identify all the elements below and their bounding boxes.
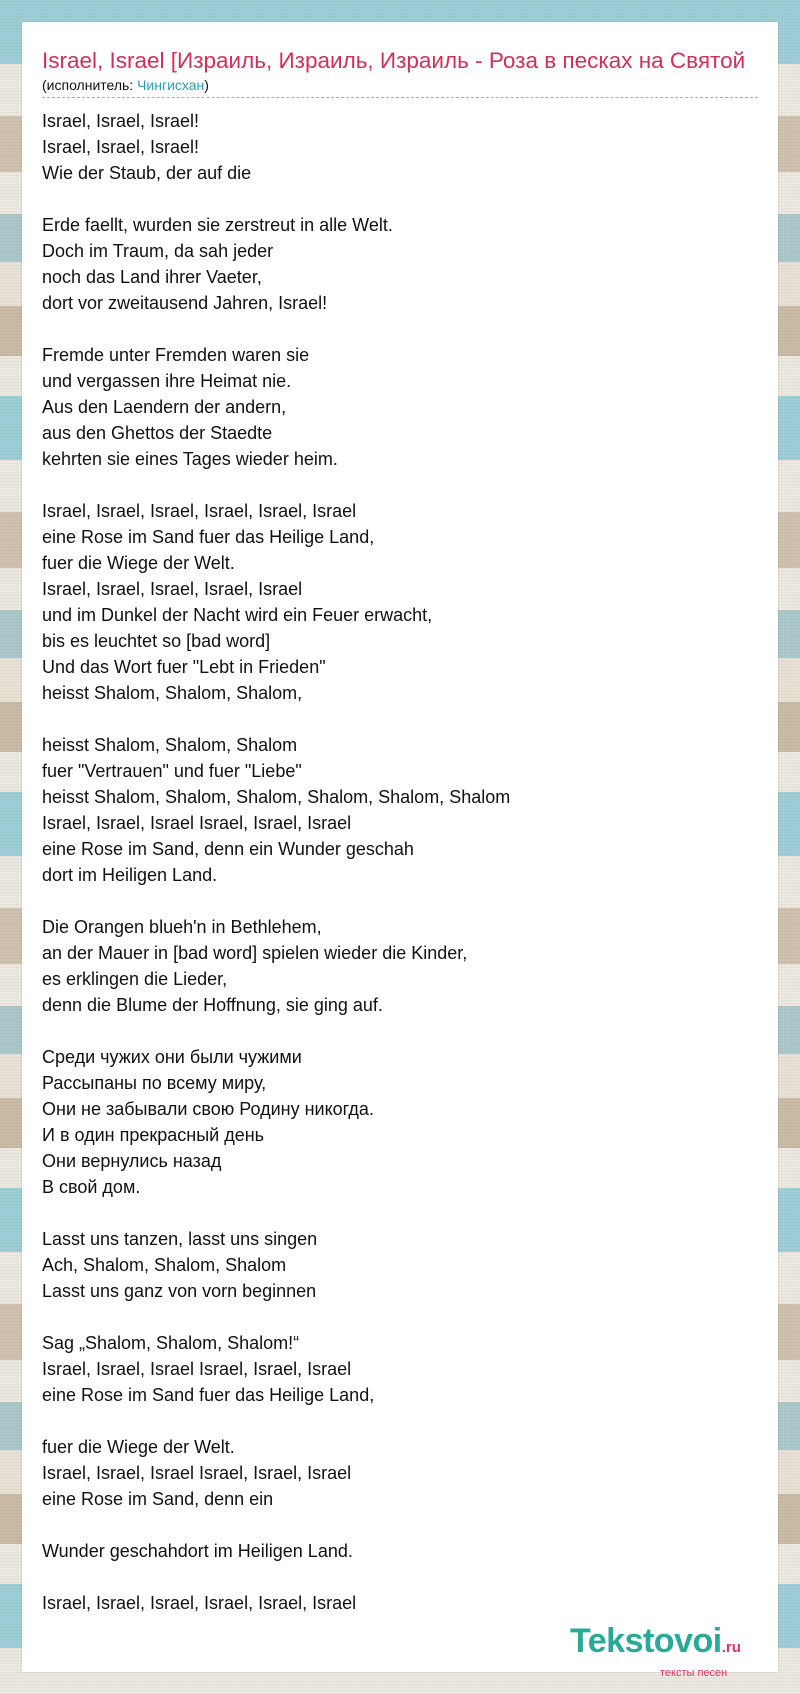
song-title: Israel, Israel [Израиль, Израиль, Израиль - Роза в песках на Святой xyxy=(42,48,746,73)
artist-link[interactable]: Чингисхан xyxy=(137,77,205,93)
logo-wordmark xyxy=(570,1622,770,1667)
artist-line xyxy=(42,76,758,98)
lyrics-text: Israel, Israel, Israel! Israel, Israel, Israel! Wie der Staub, der auf die Erde faellt, wurden sie zerstreut in alle Welt. Doch im Traum, da sah jeder noch das Land ihrer Vaeter, dort vor zweitausend Jahren, Israel! Fremde unter Fremden waren sie und vergassen ihre Heimat nie. Aus den Laendern der andern, aus den Ghettos der Staedte kehrten sie eines Tages wieder heim. Israel, Israel, Israel, Israel, Israel, Israel eine Rose im Sand fuer das Heilige Land, fuer die Wiege der Welt. Israel, Israel, Israel, Israel, Israel und im Dunkel der Nacht wird ein Feuer erwacht, bis es leuchtet so [bad word] Und das Wort fuer "Lebt in Frieden" heisst Shalom, Shalom, Shalom, heisst Shalom, Shalom, Shalom fuer "Vertrauen" und fuer "Liebe" heisst Shalom, Shalom, Shalom, Shalom, Shalom, Shalom Israel, Israel, Israel Israel, Israel, Israel eine Rose im Sand, denn ein Wunder geschah dort im Heiligen Land. Die Orangen blueh'n in Bethlehem, an der Mauer in [bad word] spielen wieder die Kinder, es erklingen die Lieder, denn die Blume der Hoffnung, sie ging auf. Среди чужих они были чужими Рассыпаны по всему миру, Они не забывали свою Родину никогда. И в один прекрасный день Они вернулись назад В свой дом. Lasst uns tanzen, lasst uns singen Ach, Shalom, Shalom, Shalom Lasst uns ganz von vorn beginnen Sag „Shalom, Shalom, Shalom!“ Israel, Israel, Israel Israel, Israel, Israel eine Rose im Sand fuer das Heilige Land, fuer die Wiege der Welt. Israel, Israel, Israel Israel, Israel, Israel eine Rose im Sand, denn ein Wunder geschahdort im Heiligen Land. Israel, Israel, Israel, Israel, Israel, Israel xyxy=(42,111,511,1613)
logo-tld: .ru xyxy=(721,1639,741,1656)
artist-suffix: ) xyxy=(204,77,209,93)
artist-prefix: (исполнитель: xyxy=(42,77,138,93)
lyrics-card xyxy=(22,22,778,1672)
logo-tagline: тексты песен xyxy=(660,1667,728,1679)
site-logo[interactable] xyxy=(570,1622,770,1678)
logo-name: Tekstovoi xyxy=(570,1622,722,1660)
